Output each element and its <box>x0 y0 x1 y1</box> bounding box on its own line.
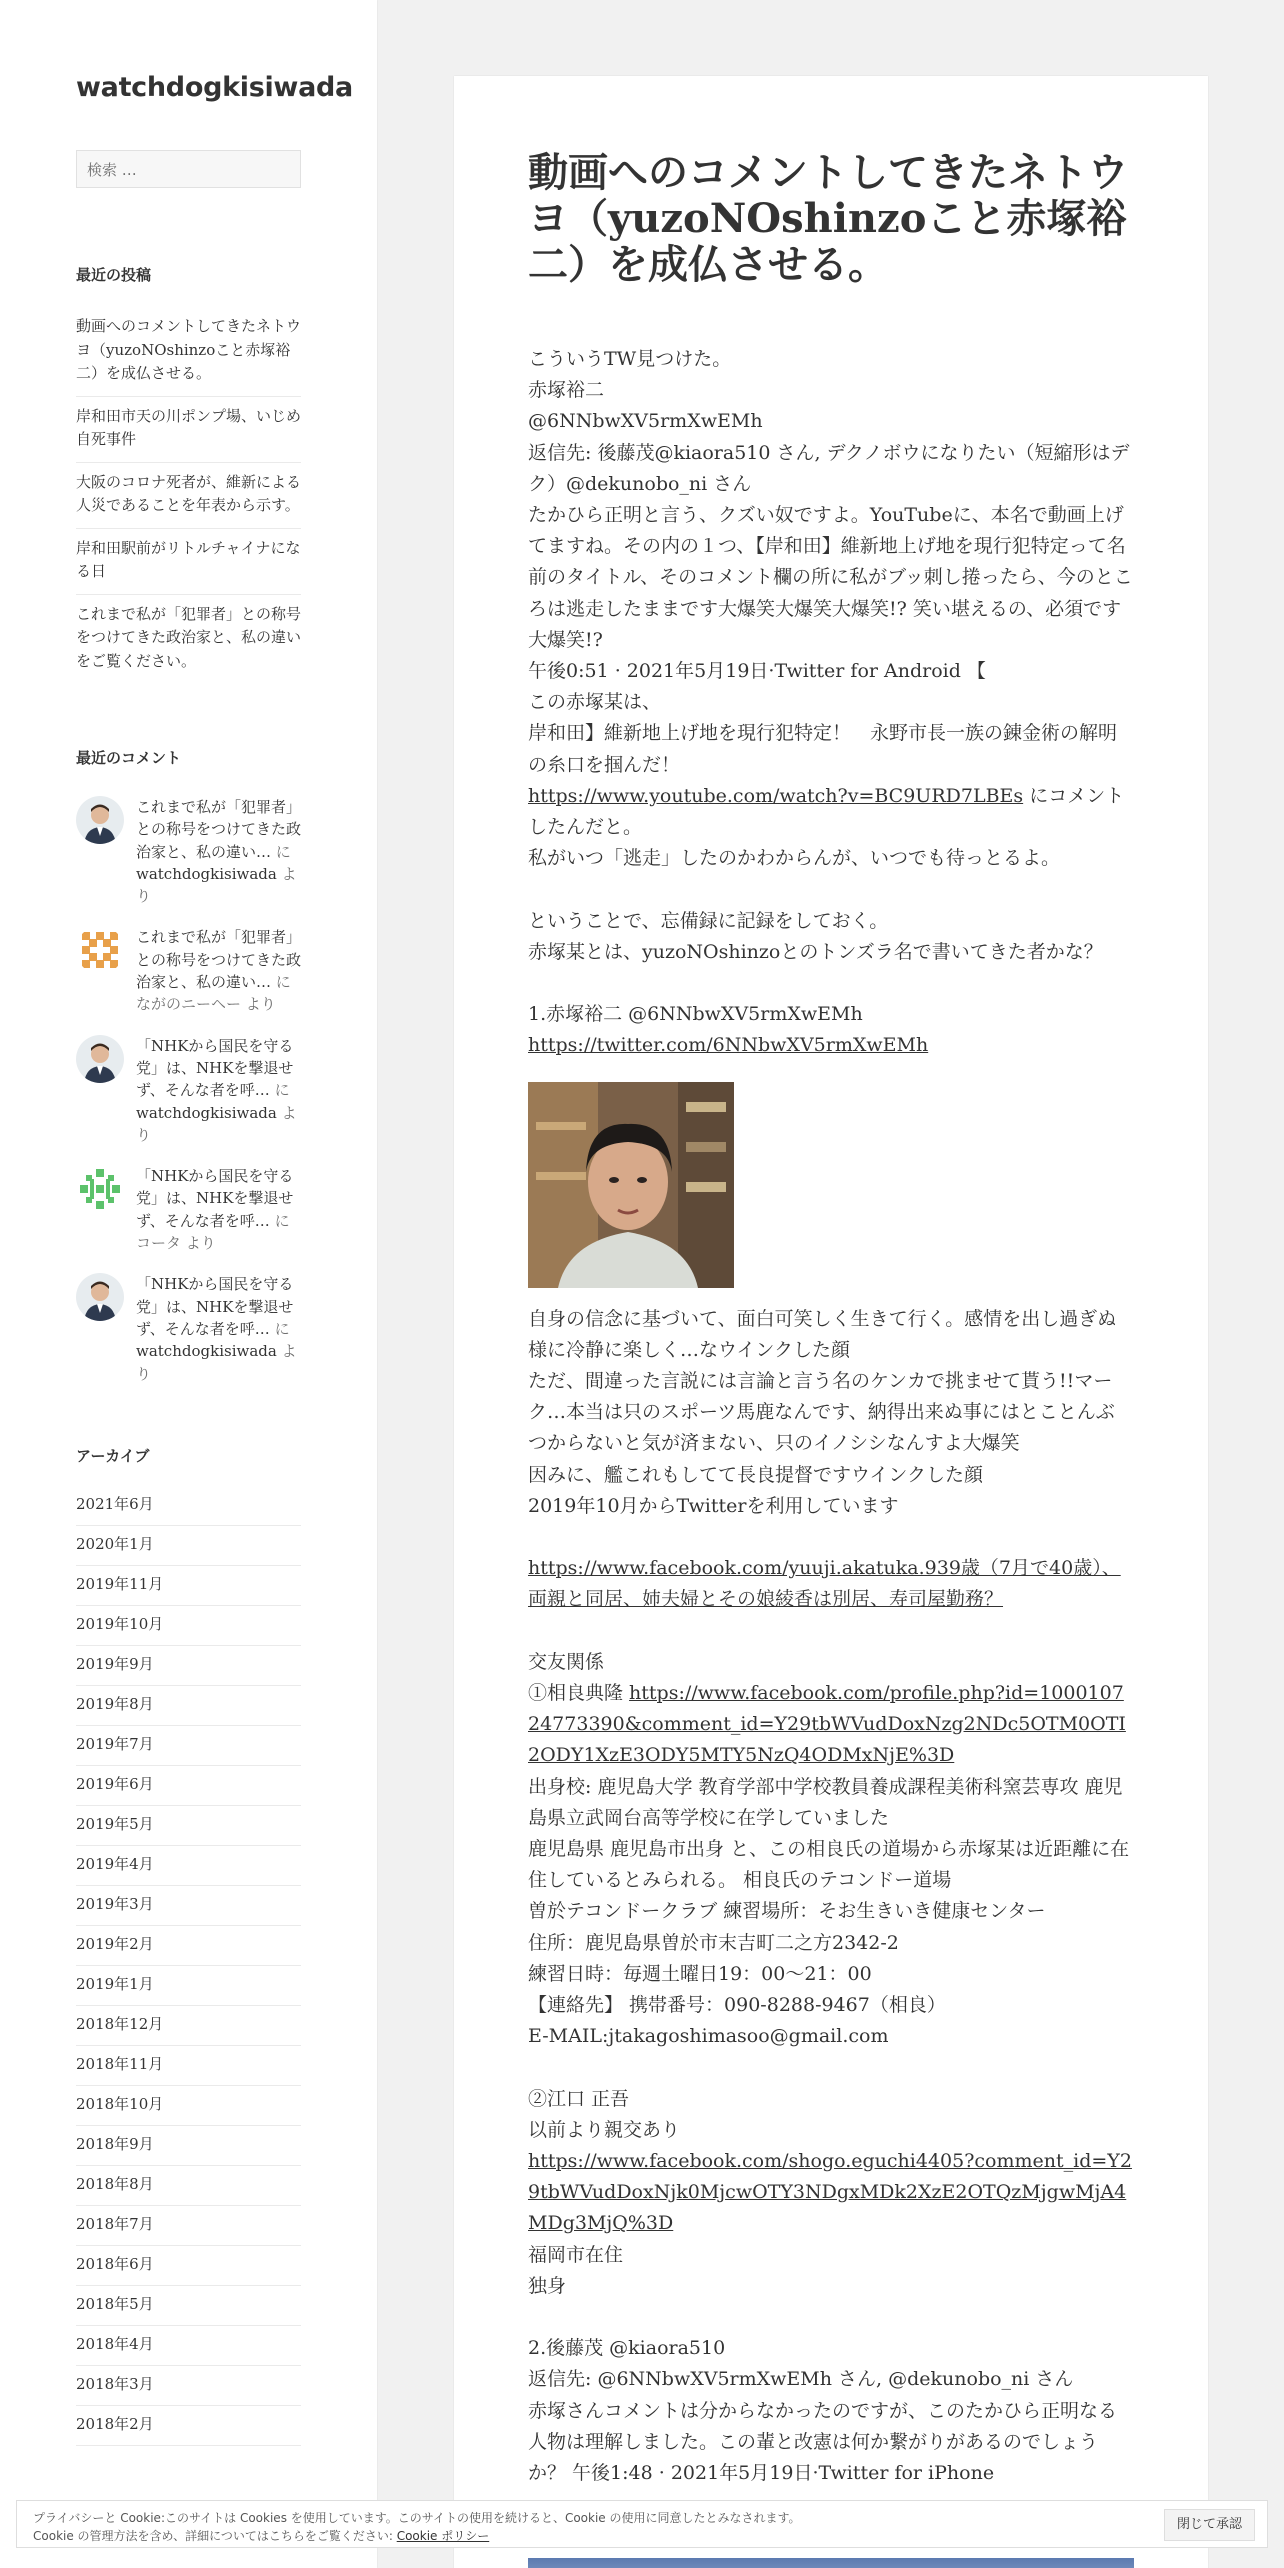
inline-text: ①相良典隆 <box>528 1682 630 1705</box>
spacer <box>528 1616 1133 1647</box>
recent-posts-list <box>76 315 301 683</box>
cookie-accept-button[interactable]: 閉じて承認 <box>1164 2509 1255 2541</box>
archive-link[interactable]: 2018年3月 <box>76 2366 301 2406</box>
recent-post-link[interactable]: 岸和田市天の川ポンプ場、いじめ自死事件 <box>76 396 301 462</box>
comment-text <box>136 926 301 1015</box>
spacer <box>528 968 1133 999</box>
paragraph: ②江口 正吾 <box>528 2087 630 2110</box>
archive-link[interactable]: 2018年6月 <box>76 2246 301 2286</box>
archive-link[interactable]: 2018年2月 <box>76 2406 301 2446</box>
archive-link[interactable]: 2019年5月 <box>76 1806 301 1846</box>
paragraph: @6NNbwXV5rmXwEMh <box>528 410 763 433</box>
paragraph: ということで、忘備録に記録をしておく。 <box>528 909 889 932</box>
paragraph: 以前より親交あり <box>528 2118 681 2141</box>
comment-author: ながのニーヘー <box>136 995 242 1014</box>
post-content <box>528 344 1133 2489</box>
archive-link[interactable]: 2018年12月 <box>76 2006 301 2046</box>
recent-comments-title: 最近のコメント <box>76 749 182 767</box>
paragraph: 私がいつ「逃走」したのかわからんが、いつでも待っとるよ。 <box>528 847 1061 870</box>
cookie-banner <box>16 2500 1268 2548</box>
archives-title: アーカイブ <box>76 1446 150 1465</box>
profile-photo <box>528 1082 734 1288</box>
archive-link[interactable]: 2018年11月 <box>76 2046 301 2086</box>
cookie-line: プライバシーと Cookie:このサイトは Cookies を使用しています。このサイトの使用を続けると、Cookie の使用に同意したとみなされます。 <box>33 2511 801 2525</box>
avatar <box>76 926 124 974</box>
cookie-line <box>33 2527 1133 2545</box>
facebook-link[interactable]: https://www.facebook.com/shogo.eguchi4405?comment_id=Y29tbWVudDoxNjk0MjcwOTY3NDgxMDk2XzE2OTQzMjgwMjA4MDg3MjQ%3D <box>528 2150 1132 2235</box>
paragraph: 2019年10月からTwitterを利用しています <box>528 1494 899 1517</box>
recent-comments-widget <box>76 747 301 1385</box>
paragraph <box>528 781 1133 843</box>
archive-link[interactable]: 2019年6月 <box>76 1766 301 1806</box>
recent-posts-widget <box>76 264 301 683</box>
recent-posts-title: 最近の投稿 <box>76 266 152 284</box>
recent-post-link[interactable]: これまで私が「犯罪者」との称号をつけてきた政治家と、私の違いをご覧ください。 <box>76 594 301 684</box>
comment-on: に <box>275 842 291 861</box>
youtube-link[interactable]: https://www.youtube.com/watch?v=BC9URD7LBEs <box>528 784 1024 807</box>
comment-text <box>136 796 301 907</box>
comment-text <box>136 1165 301 1254</box>
paragraph: この赤塚某は、 <box>528 691 662 714</box>
recent-comments-list <box>76 796 301 1385</box>
paragraph: 【連絡先】 携帯番号：090-8288-9467（相良） <box>528 1994 946 2017</box>
paragraph: 返信先: @6NNbwXV5rmXwEMh さん, @dekunobo_ni さん <box>528 2368 1074 2391</box>
paragraph: 自身の信念に基づいて、面白可笑しく生きて行く。感情を出し過ぎぬ様に冷静に楽しく…なウインクした顔 <box>528 1307 1117 1361</box>
paragraph: 交友関係 <box>528 1650 605 1673</box>
comment-author[interactable]: watchdogkisiwada <box>136 864 277 883</box>
twitter-link[interactable]: https://twitter.com/6NNbwXV5rmXwEMh <box>528 1034 929 1057</box>
comment-text <box>136 1035 301 1146</box>
comment-author[interactable]: watchdogkisiwada <box>136 1342 277 1361</box>
comment-item <box>76 1035 301 1146</box>
post-article <box>454 76 1208 2568</box>
paragraph: 練習日時：毎週土曜日19：00～21：00 <box>528 1962 872 1985</box>
comment-item <box>76 926 301 1015</box>
cookie-text <box>33 2509 1133 2545</box>
archive-link[interactable]: 2019年3月 <box>76 1886 301 1926</box>
recent-post-link[interactable]: 動画へのコメントしてきたネトウヨ（yuzoNOshinzoこと赤塚裕二）を成仏させる。 <box>76 317 302 382</box>
sidebar-inner <box>76 72 353 2446</box>
comment-by: より <box>181 1234 216 1253</box>
archives-list <box>76 1492 301 2446</box>
comment-item <box>76 1273 301 1384</box>
site-title[interactable]: watchdogkisiwada <box>76 72 353 103</box>
recent-post-link[interactable]: 岸和田駅前がリトルチャイナになる日 <box>76 528 301 594</box>
paragraph: 午後0:51 · 2021年5月19日·Twitter for Android 【 <box>528 660 986 683</box>
archive-link[interactable]: 2019年1月 <box>76 1966 301 2006</box>
archive-link[interactable]: 2018年4月 <box>76 2326 301 2366</box>
paragraph: E-MAIL:jtakagoshimasoo@gmail.com <box>528 2025 889 2048</box>
archive-link[interactable]: 2019年2月 <box>76 1926 301 1966</box>
paragraph: 住所：鹿児島県曽於市末吉町二之方2342-2 <box>528 1931 899 1954</box>
spacer <box>528 2052 1133 2083</box>
archive-link[interactable]: 2019年9月 <box>76 1646 301 1686</box>
cookie-line-text: Cookie の管理方法を含め、詳細についてはこちらをご覧ください: <box>33 2529 397 2543</box>
archive-link[interactable]: 2018年10月 <box>76 2086 301 2126</box>
archive-link[interactable]: 2018年5月 <box>76 2286 301 2326</box>
paragraph <box>528 2146 1133 2240</box>
comment-by: より <box>136 864 297 906</box>
archive-link[interactable]: 2019年7月 <box>76 1726 301 1766</box>
avatar <box>76 1035 124 1083</box>
comment-on: に <box>274 1319 290 1338</box>
search-input[interactable]: 検索 … <box>76 150 301 188</box>
recent-post-link[interactable]: 大阪のコロナ死者が、維新による人災であることを年表から示す。 <box>76 462 301 528</box>
paragraph: 赤塚さんコメントは分からなかったのですが、このたかひら正明なる人物は理解しました。この輩と改憲は何か繋がりがあるのでしょうか？ 午後1:48 · 2021年5月19日·Twitter for iPhone <box>528 2399 1118 2485</box>
avatar <box>76 796 124 844</box>
spacer <box>528 874 1133 905</box>
spacer <box>528 1522 1133 1553</box>
paragraph: 2.後藤茂 @kiaora510 <box>528 2337 726 2360</box>
comment-author: コータ <box>136 1234 182 1253</box>
comment-by: より <box>241 995 276 1014</box>
paragraph <box>528 1553 1133 1615</box>
paragraph: 出身校: 鹿児島大学 教育学部中学校教員養成課程美術科窯芸専攻 鹿児島県立武岡台高等学校に在学していました <box>528 1775 1123 1829</box>
archive-link[interactable]: 2019年10月 <box>76 1606 301 1646</box>
archive-link[interactable]: 2019年11月 <box>76 1566 301 1606</box>
paragraph: 岸和田】維新地上げ地を現行犯特定！ 永野市長一族の錬金術の解明の糸口を掴んだ！ <box>528 722 1118 776</box>
paragraph: 鹿児島県 鹿児島市出身 と、この相良氏の道場から赤塚某は近距離に在住しているとみられる。 相良氏のテコンドー道場 <box>528 1838 1130 1892</box>
archive-link[interactable]: 2019年8月 <box>76 1686 301 1726</box>
comment-by: より <box>136 1342 297 1383</box>
embedded-image <box>528 2558 1134 2568</box>
paragraph: 独身 <box>528 2274 567 2297</box>
facebook-link[interactable]: https://www.facebook.com/yuuji.akatuka.939歳（7月で40歳）、両親と同居、姉夫婦とその娘綾香は別居、寿司屋勤務？ <box>528 1557 1121 1611</box>
avatar <box>76 1165 124 1213</box>
comment-post-link[interactable]: これまで私が「犯罪者」との称号をつけてきた政治家と、私の違い… <box>136 798 302 861</box>
archives-widget <box>76 1445 301 2446</box>
archive-link[interactable]: 2018年7月 <box>76 2206 301 2246</box>
comment-post-link[interactable]: これまで私が「犯罪者」との称号をつけてきた政治家と、私の違い… <box>136 928 302 992</box>
paragraph: 返信先: 後藤茂@kiaora510 さん, デクノボウになりたい（短縮形はデク）@dekunobo_ni さん <box>528 441 1130 495</box>
post-title: 動画へのコメントしてきたネトウヨ（yuzoNOshinzoこと赤塚裕二）を成仏させる。 <box>528 149 1128 288</box>
archive-link[interactable]: 2018年8月 <box>76 2166 301 2206</box>
paragraph <box>528 1030 1133 1061</box>
archive-link[interactable]: 2021年6月 <box>76 1492 301 1526</box>
archive-link[interactable]: 2019年4月 <box>76 1846 301 1886</box>
comment-on: に <box>275 973 291 992</box>
paragraph: 赤塚裕二 <box>528 379 605 402</box>
comment-post-link[interactable]: 「NHKから国民を守る党」は、NHKを撃退せず、そんな者を呼… <box>136 1275 294 1338</box>
archive-link[interactable]: 2020年1月 <box>76 1526 301 1566</box>
cookie-policy-link[interactable]: Cookie ポリシー <box>396 2529 490 2543</box>
comment-author[interactable]: watchdogkisiwada <box>136 1103 277 1122</box>
paragraph: たかひら正明と言う、クズい奴ですよ。YouTubeに、本名で動画上げてますね。その内の１つ、【岸和田】維新地上げ地を現行犯特定って名前のタイトル、そのコメント欄の所に私がブッ刺し捲ったら、今のところは逃走したままです大爆笑大爆笑大爆笑!? 笑い堪えるの、必須です大爆笑!? <box>528 504 1133 651</box>
paragraph: 曽於テコンドークラブ 練習場所：そお生きいき健康センター <box>528 1900 1046 1923</box>
comment-item <box>76 796 301 907</box>
paragraph <box>528 1678 1133 1772</box>
comment-on: に <box>274 1211 290 1230</box>
facebook-link[interactable]: https://www.facebook.com/profile.php?id=100010724773390&comment_id=Y29tbWVudDoxNzg2NDc5OTM0OTI2ODY1XzE3ODY5MTY5NzQ4ODMxNjE%3D <box>528 1682 1126 1767</box>
comment-item <box>76 1165 301 1254</box>
inline-text: にコメントしたんだと。 <box>528 784 1125 839</box>
comment-post-link[interactable]: 「NHKから国民を守る党」は、NHKを撃退せず、そんな者を呼… <box>136 1036 294 1100</box>
paragraph: 赤塚某とは、yuzoNOshinzoとのトンズラ名で書いてきた者かな？ <box>528 940 1103 963</box>
comment-text <box>136 1273 301 1384</box>
paragraph: 福岡市在住 <box>528 2243 624 2266</box>
paragraph: 因みに、艦これもしてて長良提督ですウインクした顔 <box>528 1463 984 1486</box>
avatar <box>76 1273 124 1321</box>
paragraph: こういうTW見つけた。 <box>528 348 732 370</box>
comment-by: より <box>136 1103 297 1144</box>
comment-post-link[interactable]: 「NHKから国民を守る党」は、NHKを撃退せず、そんな者を呼… <box>136 1167 294 1230</box>
spacer <box>528 2302 1133 2333</box>
paragraph: ただ、間違った言説には言論と言う名のケンカで挑ませて貰う!!マーク…本当は只のスポーツ馬鹿なんです、納得出来ぬ事にはとことんぶつからないと気が済まない、只のイノシシなんすよ大爆笑 <box>528 1370 1115 1455</box>
archive-link[interactable]: 2018年9月 <box>76 2126 301 2166</box>
comment-on: に <box>274 1081 290 1100</box>
sidebar <box>0 0 377 2568</box>
paragraph: 1.赤塚裕二 @6NNbwXV5rmXwEMh <box>528 1003 863 1026</box>
